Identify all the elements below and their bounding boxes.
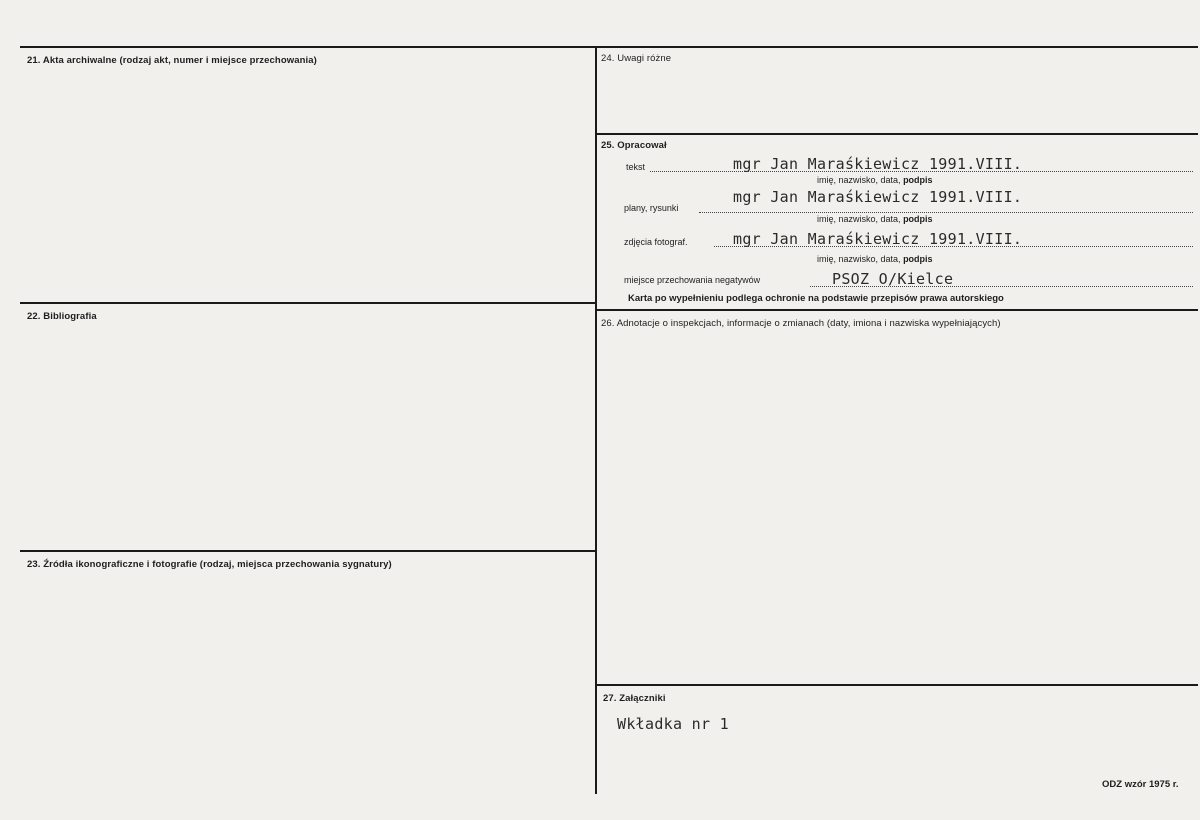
rule-25-top bbox=[597, 133, 1198, 135]
author-text-label: tekst bbox=[626, 162, 646, 172]
attachments-value: Wkładka nr 1 bbox=[617, 715, 729, 733]
top-rule bbox=[20, 46, 1198, 48]
section-21-label: 21. Akta archiwalne (rodzaj akt, numer i miejsce przechowania) bbox=[27, 55, 317, 66]
center-divider bbox=[595, 46, 597, 794]
author-photos-hint: imię, nazwisko, data, podpis bbox=[817, 254, 933, 264]
section-25-label: 25. Opracował bbox=[601, 140, 667, 151]
author-photos-value: mgr Jan Maraśkiewicz 1991.VIII. bbox=[733, 230, 1023, 248]
section-26-label: 26. Adnotacje o inspekcjach, informacje o zmianach (daty, imiona i nazwiska wypełniających) bbox=[601, 318, 1001, 329]
rule-26-top bbox=[597, 309, 1198, 311]
author-photos-label: zdjęcia fotograf. bbox=[624, 237, 688, 247]
negatives-location-label: miejsce przechowania negatywów bbox=[624, 275, 761, 285]
author-plans-dotted-line bbox=[699, 212, 1193, 213]
negatives-location-value: PSOZ O/Kielce bbox=[832, 270, 954, 288]
section-22-label: 22. Bibliografia bbox=[27, 311, 97, 322]
copyright-note: Karta po wypełnieniu podlega ochronie na podstawie przepisów prawa autorskiego bbox=[628, 293, 1004, 304]
form-template-footer: ODZ wzór 1975 r. bbox=[1102, 779, 1179, 790]
author-plans-label: plany, rysunki bbox=[624, 203, 679, 213]
author-plans-hint: imię, nazwisko, data, podpis bbox=[817, 214, 933, 224]
author-text-hint: imię, nazwisko, data, podpis bbox=[817, 175, 933, 185]
author-text-value: mgr Jan Maraśkiewicz 1991.VIII. bbox=[733, 155, 1023, 173]
section-24-label: 24. Uwagi różne bbox=[601, 53, 672, 64]
rule-27-top bbox=[597, 684, 1198, 686]
rule-22-top bbox=[20, 302, 595, 304]
section-27-label: 27. Załączniki bbox=[603, 693, 666, 704]
section-23-label: 23. Źródła ikonograficzne i fotografie (rodzaj, miejsca przechowania sygnatury) bbox=[27, 559, 392, 570]
author-plans-value: mgr Jan Maraśkiewicz 1991.VIII. bbox=[733, 188, 1023, 206]
rule-23-top bbox=[20, 550, 595, 552]
